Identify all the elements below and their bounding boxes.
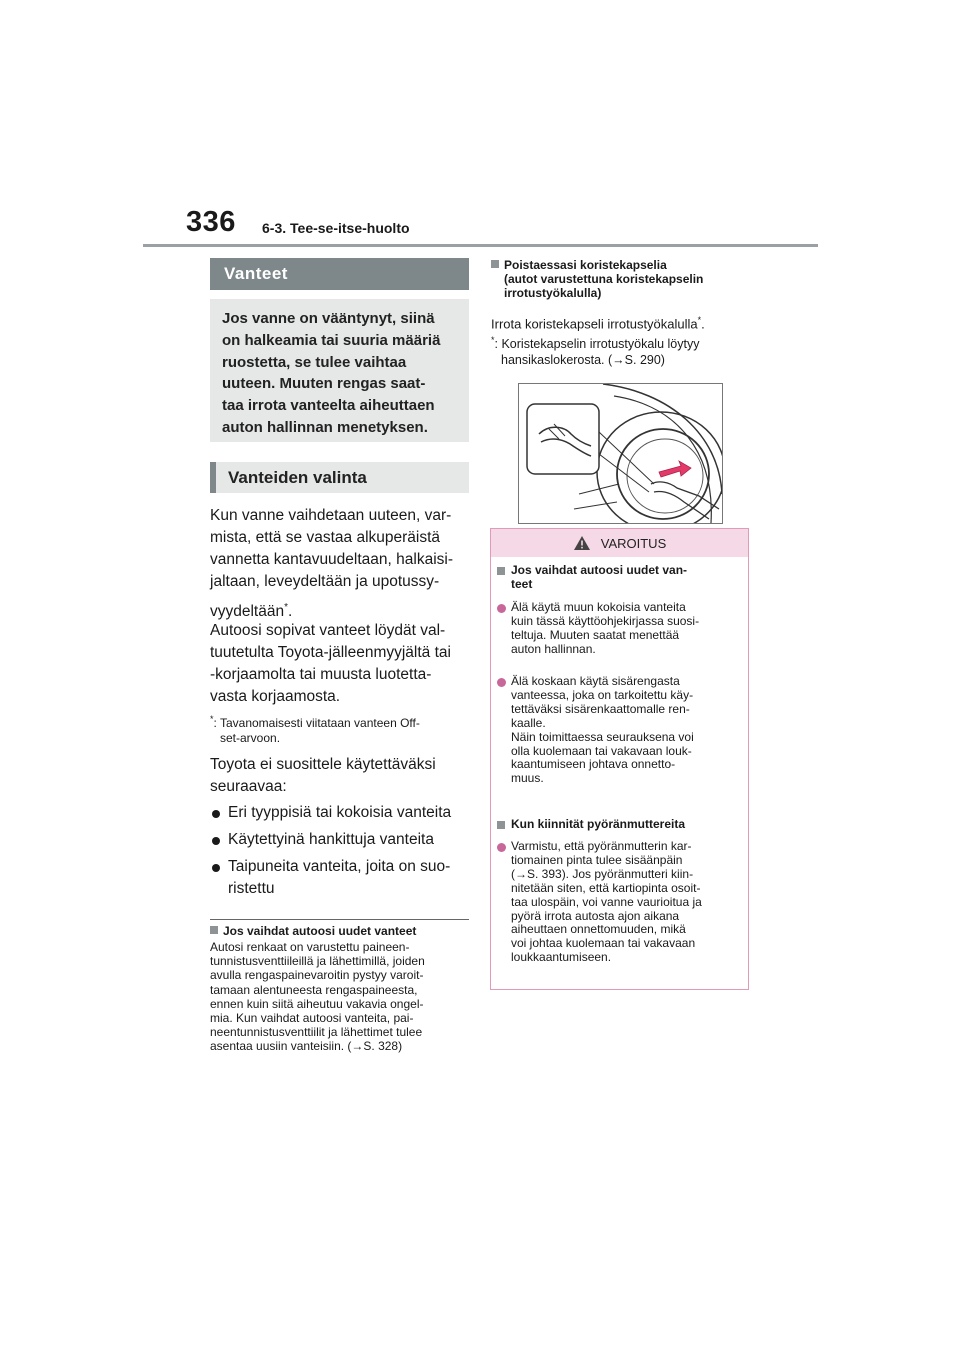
square-bullet-icon xyxy=(210,926,218,934)
footnote-marker: * xyxy=(697,315,702,325)
text-line: jaltaan, leveydeltään ja upotussy- xyxy=(210,573,440,590)
warning-triangle-icon xyxy=(573,535,591,551)
hubcap-removal-icon xyxy=(519,384,722,523)
header-rule xyxy=(143,244,818,247)
footnote-offset xyxy=(210,712,472,746)
text-line: tuutetulta Toyota-jälleenmyyjältä tai xyxy=(210,644,451,661)
text-line: set-arvoon. xyxy=(220,731,281,745)
note-text xyxy=(210,940,472,1054)
square-bullet-icon xyxy=(497,821,505,829)
list-item: Taipuneita vanteita, joita on suo- ristettu xyxy=(212,856,472,900)
note-rule xyxy=(210,919,469,920)
bullet-icon xyxy=(497,843,506,852)
list-item: Eri tyyppisiä tai kokoisia vanteita xyxy=(212,802,472,824)
text-line: Autosi renkaat on varustettu paineen- xyxy=(210,940,410,954)
bullet-icon xyxy=(212,864,220,872)
text-line: ennen kuin siitä aiheutuu vakavia ongel- xyxy=(210,996,424,1011)
text-line: vasta korjaamosta. xyxy=(210,688,341,705)
paragraph-wheel-selection xyxy=(210,505,472,623)
footnote-marker: * xyxy=(210,714,214,724)
hubcap-footnote xyxy=(491,332,753,368)
footnote-marker: * xyxy=(491,335,495,345)
text-line: hansikaslokerosta. (→S. 290) xyxy=(501,353,665,368)
text-line: Autoosi sopivat vanteet löydät val- xyxy=(210,622,446,639)
warning-line: Jos vanne on vääntynyt, siinä xyxy=(222,310,435,327)
caution-box: VAROITUS Jos vaihdat autoosi uudet van- teet Älä käytä muun kokoisia vanteita kuin tässä käyttöohjekirjassa suosi- teltuja. Muuten saatat menettää auton hallinnan. Älä koskaan käytä sisärengasta vanteessa, joka on tarkoitettu käy- tettäväksi sisärenkaattomalle ren- kaalle. Näin toimittaessa seurauksena voi olla kuolemaan tai vakavaan louk- kaantumiseen johtava onnetto- muus. Kun kiinnität pyöränmuttereita Varmistu, että pyöränmutterin kar- tiomainen pinta tulee sisäänpäin (→S. 393). Jos pyöränmutteri kiin- nitetään siten, että kartiopinta osoit- taa ulospäin, voi vanne vaurioitua ja pyörä irrota autosta ajon aikana aiheuttaen onnettomuuden, mikä voi johtaa kuolemaan tai vakavaan loukkaantumiseen. xyxy=(490,528,749,990)
text-line: tamaan alentuneesta rengaspaineesta, xyxy=(210,982,418,997)
text-line: seuraavaa: xyxy=(210,778,287,795)
text-line: *: Tavanomaisesti viitataan vanteen Off- xyxy=(210,714,420,730)
warning-line: ruostetta, se tulee vaihtaa xyxy=(222,353,407,371)
square-bullet-icon xyxy=(497,567,505,575)
text-line: vannetta kantavuudeltaan, halkaisi- xyxy=(210,551,453,568)
text-line: Poistaessasi koristekapselia xyxy=(491,258,753,272)
text-line: neentunnistusventtiilit ja lähettimet tulee xyxy=(210,1025,423,1040)
text-line: irrotustyökalulla) xyxy=(504,286,602,300)
heading-vanteet: Vanteet xyxy=(210,258,469,290)
page-number: 336 xyxy=(186,206,236,238)
list-item: Käytettyinä hankittuja vanteita xyxy=(212,829,472,851)
text-line: Toyota ei suosittele käytettäväksi xyxy=(210,756,436,773)
bullet-icon xyxy=(212,810,220,818)
wheel-warning-box xyxy=(210,299,469,442)
bullet-icon xyxy=(212,837,220,845)
warning-line: on halkeamia tai suuria määriä xyxy=(222,331,441,349)
hubcap-instruction: Irrota koristekapseli irrotustyökalulla*. xyxy=(491,315,705,332)
bullet-icon xyxy=(497,678,506,687)
warning-line: uuteen. Muuten rengas saat- xyxy=(222,375,426,393)
text-line: avulla rengaspainevaroitin pystyy varoit- xyxy=(210,968,424,983)
hubcap-heading xyxy=(491,258,753,300)
caution-header xyxy=(491,529,748,557)
text-line: mista, että se vastaa alkuperäistä xyxy=(210,529,441,546)
text-line: -korjaamolta tai muusta luotetta- xyxy=(210,666,432,683)
warning-line: auton hallinnan menetyksen. xyxy=(222,418,428,436)
footnote-marker: * xyxy=(284,602,289,613)
paragraph-not-recommended xyxy=(210,754,472,798)
text-line: asentaa uusiin vanteisiin. (→S. 328) xyxy=(210,1039,403,1054)
text-line: mia. Kun vaihdat autoosi vanteita, pai- xyxy=(210,1011,414,1026)
paragraph-dealer xyxy=(210,620,472,708)
text-line: vyydeltään*. xyxy=(210,602,293,621)
note-heading: Jos vaihdat autoosi uudet vanteet xyxy=(210,924,472,938)
text-line: tunnistusventtiileillä ja lähettimillä, joiden xyxy=(210,954,425,969)
text-line: Kun vanne vaihdetaan uuteen, var- xyxy=(210,507,452,524)
warning-line: taa irrota vanteelta aiheuttaen xyxy=(222,397,435,415)
text-line: *: Koristekapselin irrotustyökalu löytyy xyxy=(491,335,700,352)
hubcap-removal-illustration xyxy=(518,383,723,524)
square-bullet-icon xyxy=(491,260,499,268)
text-line: (autot varustettuna koristekapselin xyxy=(504,272,704,286)
heading-vanteiden-valinta: Vanteiden valinta xyxy=(210,462,469,493)
caution-title: VAROITUS xyxy=(600,535,667,551)
section-title: 6-3. Tee-se-itse-huolto xyxy=(262,220,410,236)
bullet-icon xyxy=(497,604,506,613)
